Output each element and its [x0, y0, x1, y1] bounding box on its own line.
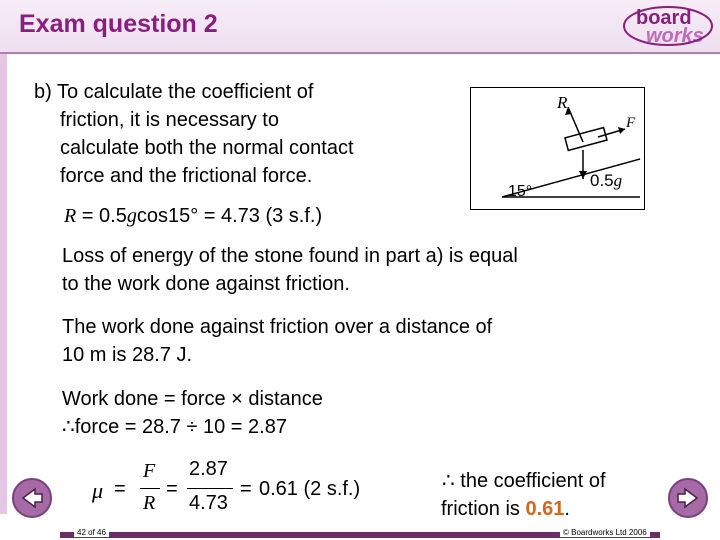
- conclusion-period: .: [564, 498, 570, 520]
- work-line-1: The work done against friction over a distance of: [62, 316, 493, 338]
- title-divider: [0, 52, 720, 54]
- fraction-bar-2: [187, 488, 233, 489]
- eq-g: g: [126, 205, 137, 227]
- diagram-label-F: F: [626, 115, 636, 131]
- force-text: force = 28.7 ÷ 10 = 2.87: [74, 416, 287, 438]
- normal-force-equation: [64, 202, 322, 230]
- coefficient-value: 0.61: [525, 498, 565, 520]
- part-b-line-4: force and the frictional force.: [60, 165, 313, 187]
- inclined-plane-diagram: [470, 87, 645, 210]
- mu-symbol: μ: [92, 478, 104, 503]
- conclusion-line-1: ∴ the coefficient of: [442, 470, 606, 492]
- left-arrow-icon: [14, 480, 50, 516]
- copyright: © Boardworks Ltd 2006: [560, 528, 650, 537]
- equals-3: =: [240, 478, 252, 500]
- weight-g: g: [613, 171, 623, 190]
- formula-result: 0.61 (2 s.f.): [259, 478, 361, 500]
- numerator: 2.87: [189, 458, 228, 480]
- diagram-label-weight: [590, 171, 622, 191]
- equals-1: =: [114, 478, 126, 500]
- work-line-2: 10 m is 28.7 J.: [62, 344, 193, 366]
- eq-mid: = 0.5: [76, 205, 127, 227]
- fraction-R: R: [143, 492, 156, 514]
- next-slide-button[interactable]: [668, 478, 708, 518]
- coefficient-formula: [92, 458, 392, 520]
- page-number: 42 of 46: [74, 528, 109, 537]
- work-done-definition: Work done = force × distance: [62, 388, 323, 410]
- denominator: 4.73: [189, 492, 228, 514]
- fraction-bar-1: [140, 488, 160, 489]
- therefore-symbol: ∴: [62, 416, 75, 438]
- left-accent-bar: [0, 54, 7, 514]
- logo-line-1: board: [636, 7, 692, 29]
- part-b-line-2: friction, it is necessary to: [60, 109, 279, 131]
- eq-rest: cos15° = 4.73 (3 s.f.): [136, 205, 323, 227]
- part-b-line-3: calculate both the normal contact: [60, 137, 354, 159]
- weight-num: 0.5: [590, 171, 614, 190]
- logo-line-2: works: [646, 25, 704, 47]
- slide-title: Exam question 2: [19, 10, 218, 38]
- conclusion-line-2: [441, 495, 570, 523]
- conclusion-prefix: friction is: [441, 498, 526, 520]
- equals-2: =: [166, 478, 178, 500]
- prev-slide-button[interactable]: [12, 478, 52, 518]
- energy-line-1: Loss of energy of the stone found in part a) is equal: [62, 245, 518, 267]
- diagram-label-R: R: [557, 93, 568, 112]
- energy-line-2: to the work done against friction.: [62, 273, 350, 295]
- fraction-F: F: [143, 460, 156, 482]
- diagram-label-angle: 15°: [508, 183, 533, 200]
- logo-swoosh: [618, 2, 718, 50]
- force-calculation: [62, 413, 287, 441]
- part-b-line-1: b) To calculate the coefficient of: [34, 81, 314, 103]
- right-arrow-icon: [670, 480, 706, 516]
- eq-R: R: [64, 205, 77, 227]
